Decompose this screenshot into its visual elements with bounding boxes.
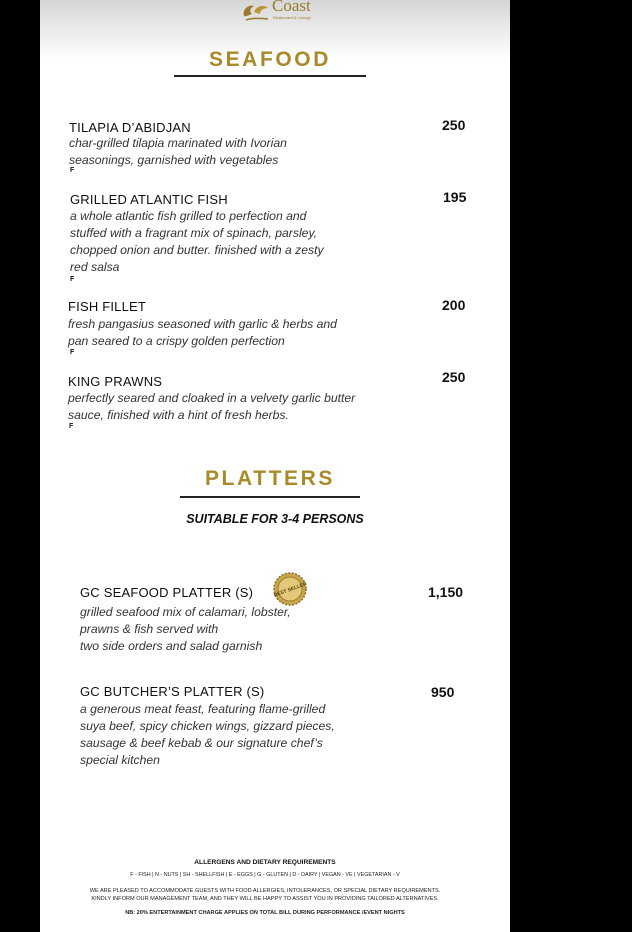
section-title-seafood: SEAFOOD <box>208 48 332 71</box>
item-price-fish-fillet: 200 <box>442 297 466 313</box>
item-description-butchers-platter: a generous meat feast, featuring flame-grilled suya beef, spicy chicken wings, gizzard pieces, sausage & beef kebab & our signature chef’s special kitchen <box>80 702 335 767</box>
item-name-butchers-platter: GC BUTCHER’S PLATTER (S) <box>80 684 265 699</box>
item-name-fish-fillet: FISH FILLET <box>68 299 147 314</box>
allergen-legend: F - FISH | N - NUTS | SH - SHELLFISH | E - EGGS | G - GLUTEN | D - DAIRY | VEGAN - VE | VEGETARIAN - V <box>130 872 400 878</box>
badge-label: BEST SELLER <box>273 581 307 599</box>
section-divider <box>180 496 360 498</box>
item-description-king-prawns: perfectly seared and cloaked in a velvety garlic butter sauce, finished with a hint of fresh herbs. <box>68 391 356 422</box>
item-price-tilapia: 250 <box>442 117 466 133</box>
platters-subtitle: SUITABLE FOR 3-4 PERSONS <box>186 512 364 526</box>
logo-swirl-icon <box>240 0 272 22</box>
item-price-grilled-atlantic-fish: 195 <box>443 189 467 205</box>
logo-tagline: Restaurant & Lounge <box>273 15 311 20</box>
item-description-fish-fillet: fresh pangasius seasoned with garlic & herbs and pan seared to a crispy golden perfection <box>68 317 337 348</box>
allergen-code: F <box>70 349 75 356</box>
allergen-code: F <box>70 276 75 283</box>
section-divider <box>174 75 366 77</box>
item-description-grilled-atlantic-fish: a whole atlantic fish grilled to perfection and stuffed with a fragrant mix of spinach, parsley, chopped onion and butter. finished with a zesty red salsa <box>70 209 324 274</box>
item-description-seafood-platter: grilled seafood mix of calamari, lobster, prawns & fish served with two side orders and salad garnish <box>80 605 291 653</box>
best-seller-badge-icon <box>273 572 307 606</box>
entertainment-charge-note: NB: 20% ENTERTAINMENT CHARGE APPLIES ON TOTAL BILL DURING PERFORMANCE /EVENT NIGHTS <box>125 910 405 916</box>
item-price-seafood-platter: 1,150 <box>428 584 464 600</box>
logo-name: Coast <box>272 0 311 15</box>
item-price-king-prawns: 250 <box>442 369 466 385</box>
dietary-notice-line-2: KINDLY INFORM OUR MANAGEMENT TEAM, AND THEY WILL BE HAPPY TO ASSIST YOU IN PROVIDING TAILORED ALTERNATIVES. <box>91 896 439 902</box>
item-name-king-prawns: KING PRAWNS <box>68 374 163 389</box>
item-name-seafood-platter: GC SEAFOOD PLATTER (S) <box>80 585 254 600</box>
dietary-notice-line-1: WE ARE PLEASED TO ACCOMMODATE GUESTS WITH FOOD ALLERGIES, INTOLERANCES, OR SPECIAL DIETARY REQUIREMENTS. <box>89 888 441 894</box>
menu-page <box>40 0 510 932</box>
allergens-heading: ALLERGENS AND DIETARY REQUIREMENTS <box>194 859 336 866</box>
item-description-tilapia: char-grilled tilapia marinated with Ivorian seasonings, garnished with vegetables <box>69 136 287 167</box>
section-title-platters: PLATTERS <box>204 467 336 490</box>
restaurant-logo <box>240 0 330 24</box>
allergen-code: F <box>70 167 75 174</box>
best-seller-badge <box>273 572 307 606</box>
allergen-code: F <box>69 423 74 430</box>
item-name-tilapia: TILAPIA D’ABIDJAN <box>69 120 191 135</box>
item-price-butchers-platter: 950 <box>431 684 455 700</box>
item-name-grilled-atlantic-fish: GRILLED ATLANTIC FISH <box>70 192 228 207</box>
